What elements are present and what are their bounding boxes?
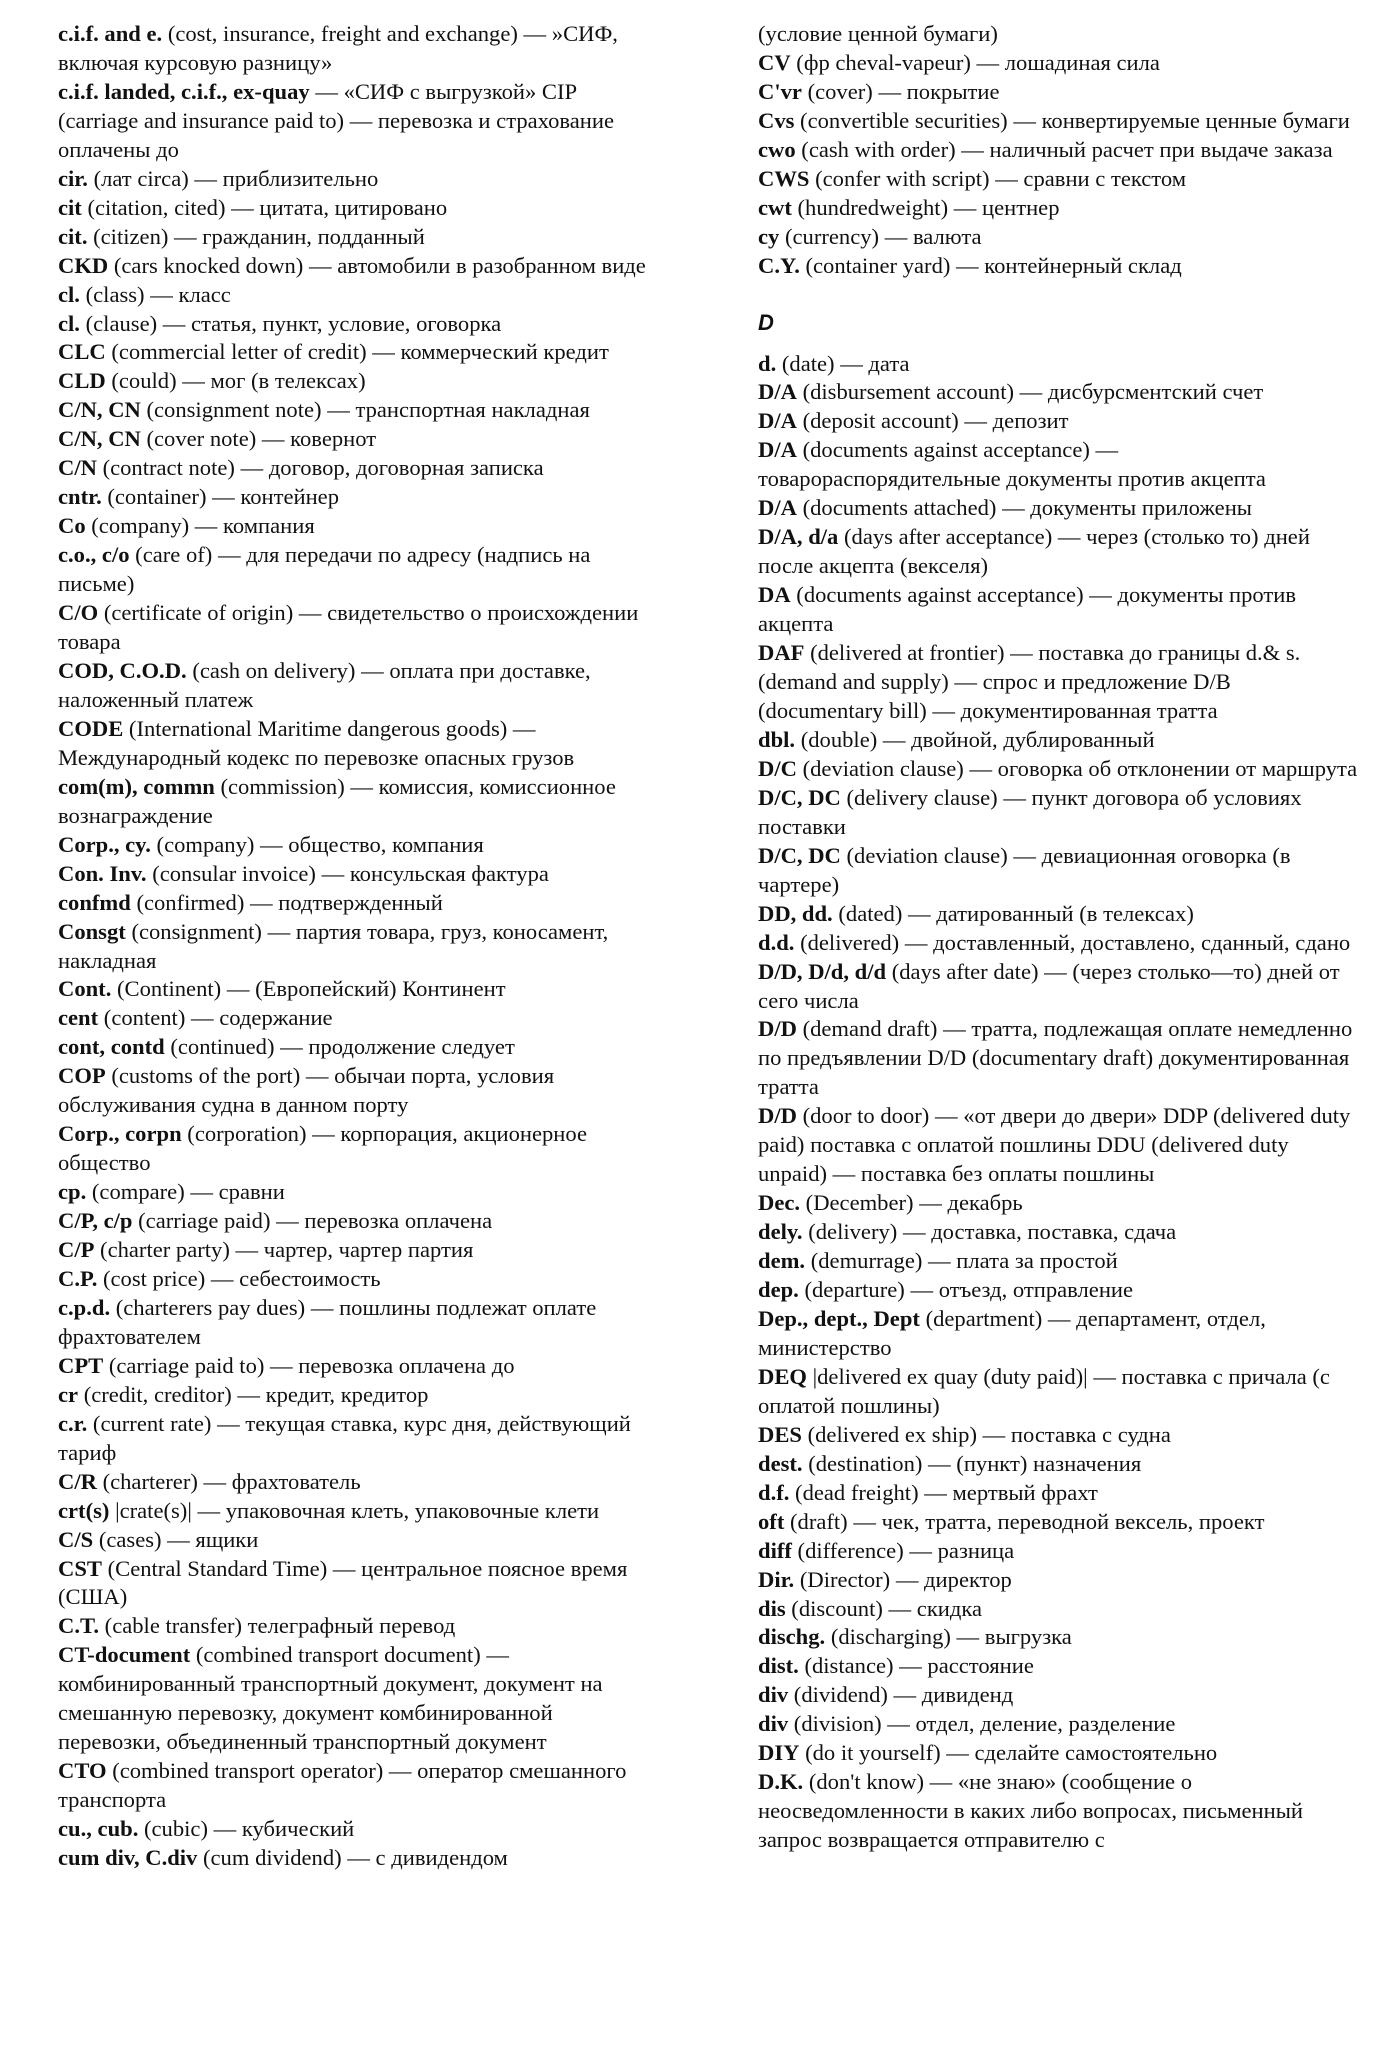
glossary-entry [58,1265,658,1294]
glossary-entry [758,1189,1358,1218]
glossary-entry [758,1623,1358,1652]
glossary-entry [758,252,1358,281]
entry-term: C'vr [758,78,802,104]
entry-term: DEQ [758,1363,807,1389]
entry-term: CKD [58,252,109,278]
glossary-entry [58,310,658,339]
glossary-entry [758,223,1358,252]
glossary-entry [58,1612,658,1641]
entry-definition: (certificate of origin) — свидетельство о происхождении товара [58,600,639,655]
glossary-entry [758,494,1358,523]
entry-definition: (citizen) — гражданин, подданный [87,223,425,249]
entry-definition: (could) — мог (в телексах) [105,368,366,394]
entry-definition: (delivery clause) — пункт договора об условиях поставки [758,784,1302,839]
glossary-entry [758,581,1358,639]
entry-term: div [758,1711,789,1737]
glossary-entry [58,223,658,252]
glossary-entry [58,1757,658,1815]
glossary-entry [58,1062,658,1120]
glossary-entry [58,918,658,976]
entry-definition: (consular invoice) — консульская фактура [146,860,549,886]
entry-definition: (date) — дата [776,350,910,376]
entry-definition: (December) — декабрь [800,1190,1023,1216]
entry-definition: (cover note) — ковернот [140,426,377,452]
glossary-entry [58,367,658,396]
entry-term: Corp., corpn [58,1121,182,1147]
entry-definition: (currency) — валюта [779,223,982,249]
entry-definition: (cubic) — кубический [138,1816,355,1842]
glossary-entry [758,726,1358,755]
glossary-entry [758,1015,1358,1102]
entry-definition: (consignment) — партия товара, груз, коносамент, накладная [58,918,609,973]
entry-term: cwo [758,136,796,162]
glossary-entry [58,1555,658,1613]
entry-term: Dec. [758,1190,801,1216]
glossary-entry [758,436,1358,494]
entry-definition: (confer with script) — сравни с текстом [809,165,1187,191]
entry-term: C/S [58,1526,94,1552]
entry-term: cl. [58,310,80,336]
entry-term: diff [758,1537,792,1563]
entry-definition: (confirmed) — подтвержденный [130,889,443,915]
glossary-entry [758,1566,1358,1595]
glossary-entry [58,657,658,715]
glossary-entry [758,49,1358,78]
entry-definition: (do it yourself) — сделайте самостоятельно [799,1740,1218,1766]
glossary-entry [58,889,658,918]
entry-definition: (current rate) — текущая ставка, курс дня, действующий тариф [58,1410,631,1465]
entry-term: CTO [58,1758,107,1784]
glossary-entry [758,1305,1358,1363]
entry-term: DAF [758,640,805,666]
entry-definition: (don't know) — «не знаю» (сообщение о неосведомленности в каких либо вопросах, письменный запрос возвращается отправителю с [758,1769,1303,1853]
entry-definition: (days after date) — (через столько—то) дней от сего числа [758,958,1340,1013]
glossary-entry [758,378,1358,407]
glossary-entry [758,107,1358,136]
entry-term: D/C, DC [758,784,841,810]
glossary-entry [58,1294,658,1352]
glossary-entry [58,454,658,483]
glossary-entry [758,1739,1358,1768]
entry-term: cntr. [58,484,102,510]
entry-term: cr [58,1381,79,1407]
section-letter-heading: D [758,309,774,335]
glossary-entry [58,1236,658,1265]
entry-term: C.Y. [758,252,800,278]
entry-definition: (dividend) — дивиденд [788,1682,1014,1708]
entry-term: c.p.d. [58,1294,111,1320]
entry-term: COP [58,1063,106,1089]
entry-definition: (delivery) — доставка, поставка, сдача [802,1219,1177,1245]
entry-definition: (dated) — датированный (в телексах) [832,900,1194,926]
glossary-entry [58,1641,658,1757]
entry-definition: (container) — контейнер [101,484,340,510]
glossary-entry [758,350,1358,379]
entry-definition: (double) — двойной, дублированный [795,726,1155,752]
entry-term: c.r. [58,1410,88,1436]
entry-definition: |delivered ex quay (duty paid)| — поставка с причала (с оплатой пошлины) [758,1363,1330,1418]
entry-term: dbl. [758,726,796,752]
entry-definition: (draft) — чек, тратта, переводной вексель, проект [784,1508,1265,1534]
entry-definition: (delivered at frontier) — поставка до границы d.& s. (demand and supply) — спрос и предложение D/B (documentary bill) — документированная тратта [758,640,1301,723]
glossary-entry [58,1497,658,1526]
entry-term: Corp., cy. [58,831,151,857]
glossary-entry [758,929,1358,958]
entry-term: d. [758,350,777,376]
entry-definition: (hundredweight) — центнер [791,194,1060,220]
entry-term: D.K. [758,1769,804,1795]
entry-term: CLC [58,339,106,365]
entry-term: CPT [58,1352,104,1378]
entry-definition: (delivered) — доставленный, доставлено, сданный, сдано [794,929,1351,955]
entry-term: Co [58,513,86,539]
entry-term: cwt [758,194,792,220]
entry-definition: (clause) — статья, пункт, условие, оговорка [79,310,502,336]
entry-definition: (combined transport operator) — оператор смешанного транспорта [58,1758,627,1813]
entry-definition: (company) — общество, компания [150,831,484,857]
entry-definition: (container yard) — контейнерный склад [799,252,1182,278]
entry-term: crt(s) [58,1497,110,1523]
glossary-entry [758,407,1358,436]
glossary-entry [758,78,1358,107]
glossary-entry [758,1102,1358,1189]
glossary-entry [758,1218,1358,1247]
entry-term: C.T. [58,1613,100,1639]
glossary-entry [58,1526,658,1555]
glossary-entry [758,1652,1358,1681]
right-column-d-entries [758,350,1358,1856]
glossary-entry [758,165,1358,194]
glossary-entry [58,831,658,860]
right-column [758,20,1358,1855]
entry-term: com(m), commn [58,773,215,799]
glossary-entry [58,1815,658,1844]
entry-definition: (discount) — скидка [785,1595,983,1621]
entry-definition: (discharging) — выгрузка [825,1624,1072,1650]
entry-term: C/R [58,1468,97,1494]
glossary-entry [58,281,658,310]
entry-term: cl. [58,281,80,307]
entry-definition: (compare) — сравни [86,1179,285,1205]
entry-definition: (department) — департамент, отдел, министерство [758,1305,1266,1360]
glossary-entry [758,1247,1358,1276]
glossary-entry [758,1595,1358,1624]
entry-term: Consgt [58,918,126,944]
entry-definition: (carriage paid to) — перевозка оплачена до [103,1352,515,1378]
entry-definition: (documents against acceptance) — документы против акцепта [758,582,1297,637]
glossary-entry [58,1178,658,1207]
entry-term: D/D, D/d, d/d [758,958,887,984]
entry-term: D/A, d/a [758,524,839,550]
entry-term: D/D [758,1103,797,1129]
entry-term: cent [58,1005,99,1031]
entry-term: D/D [758,1016,797,1042]
entry-term: cy [758,223,780,249]
entry-definition: (company) — компания [85,513,315,539]
entry-definition: (credit, creditor) — кредит, кредитор [78,1381,429,1407]
glossary-entry [758,1421,1358,1450]
entry-definition: (carriage paid) — перевозка оплачена [132,1208,493,1234]
glossary-entry [58,425,658,454]
entry-term: dely. [758,1219,803,1245]
entry-term: dest. [758,1450,803,1476]
glossary-entry [58,194,658,223]
entry-definition: (commercial letter of credit) — коммерческий кредит [105,339,609,365]
entry-term: C/N, CN [58,426,141,452]
entry-definition: (departure) — отъезд, отправление [798,1277,1134,1303]
entry-definition: (Continent) — (Европейский) Континент [111,976,506,1002]
entry-term: c.o., c/o [58,542,130,568]
entry-definition: (class) — класс [79,281,231,307]
glossary-entry [758,136,1358,165]
left-column [58,20,658,1873]
entry-definition: (charterers pay dues) — пошлины подлежат оплате фрахтователем [58,1294,597,1349]
entry-term: cit [58,194,82,220]
entry-term: Dir. [758,1566,795,1592]
glossary-entry [58,20,658,78]
entry-definition: (difference) — разница [791,1537,1015,1563]
entry-definition: (cases) — ящики [93,1526,259,1552]
glossary-entry [58,975,658,1004]
entry-term: C/P, c/p [58,1208,133,1234]
glossary-entry [58,1352,658,1381]
entry-term: CWS [758,165,810,191]
entry-definition: (фр cheval-vapeur) — лошадиная сила [790,49,1160,75]
glossary-entry [758,1479,1358,1508]
glossary-entry [58,1468,658,1497]
entry-term: DES [758,1421,802,1447]
glossary-entry [758,958,1358,1016]
entry-definition: (deposit account) — депозит [796,408,1069,434]
glossary-entry [58,78,658,165]
entry-term: DIY [758,1740,800,1766]
glossary-entry [758,523,1358,581]
entry-definition: (demurrage) — плата за простой [805,1248,1118,1274]
entry-term: C/N, CN [58,397,141,423]
entry-definition: (days after acceptance) — через (столько то) дней после акцепта (векселя) [758,524,1310,579]
entry-definition: (corporation) — корпорация, акционерное общество [58,1121,587,1176]
entry-term: COD, C.O.D. [58,657,187,683]
glossary-entry [58,860,658,889]
glossary-entry [758,1276,1358,1305]
entry-term: dischg. [758,1624,826,1650]
glossary-entry [758,900,1358,929]
entry-definition: (citation, cited) — цитата, цитировано [81,194,448,220]
entry-definition: (care of) — для передачи по адресу (надпись на письме) [58,542,591,597]
entry-term: CV [758,49,791,75]
glossary-entry [758,639,1358,726]
entry-term: D/A [758,408,797,434]
glossary-entry [758,1363,1358,1421]
entry-definition: (content) — содержание [98,1005,333,1031]
entry-term: CODE [58,715,124,741]
entry-term: DD, dd. [758,900,833,926]
entry-definition: (International Maritime dangerous goods) — Международный кодекс по перевозке опасных грузов [58,715,575,770]
entry-definition: (contract note) — договор, договорная записка [96,455,544,481]
entry-definition: (charter party) — чартер, чартер партия [94,1237,474,1263]
glossary-entry [58,1207,658,1236]
entry-definition: |crate(s)| — упаковочная клеть, упаковочные клети [109,1497,600,1523]
entry-term: oft [758,1508,785,1534]
entry-definition: (customs of the port) — обычаи порта, условия обслуживания судна в данном порту [58,1063,555,1118]
glossary-entry [758,20,1358,49]
entry-definition: (documents attached) — документы приложены [796,495,1252,521]
entry-term: C/O [58,600,99,626]
glossary-entry [58,599,658,657]
entry-term: c.i.f. landed, c.i.f., ex-quay [58,78,310,104]
entry-definition: (destination) — (пункт) назначения [802,1450,1142,1476]
entry-term: dem. [758,1248,806,1274]
entry-definition: (cover) — покрытие [801,78,1000,104]
entry-term: C/N [58,455,97,481]
glossary-entry [58,1004,658,1033]
glossary-entry [758,842,1358,900]
glossary-entry [58,512,658,541]
entry-definition: (disbursement account) — дисбурсментский счет [796,379,1264,405]
entry-definition: (charterer) — фрахтователь [96,1468,361,1494]
entry-term: cp. [58,1179,87,1205]
entry-definition: (continued) — продолжение следует [164,1034,515,1060]
glossary-entry [58,541,658,599]
entry-term: dep. [758,1277,799,1303]
glossary-entry [58,1381,658,1410]
entry-definition: (delivered ex ship) — поставка с судна [801,1421,1171,1447]
entry-definition: (cost price) — себестоимость [97,1265,381,1291]
entry-definition: (commission) — комиссия, комиссионное вознаграждение [58,773,616,828]
entry-term: cont, contd [58,1034,165,1060]
glossary-entry [758,784,1358,842]
entry-term: CLD [58,368,106,394]
entry-term: Cont. [58,976,112,1002]
glossary-entry [758,1508,1358,1537]
entry-term: cu., cub. [58,1816,139,1842]
entry-term: D/A [758,495,797,521]
glossary-entry [758,1450,1358,1479]
entry-definition: (documents against acceptance) — товарораспорядительные документы против акцепта [758,437,1266,492]
entry-definition: (cable transfer) телеграфный перевод [99,1613,456,1639]
entry-term: CST [58,1555,102,1581]
entry-term: C/P [58,1237,95,1263]
entry-definition: (convertible securities) — конвертируемые ценные бумаги [794,107,1350,133]
entry-definition: — «СИФ с выгрузкой» CIP (carriage and insurance paid to) — перевозка и страхование оплачены до [58,78,615,162]
entry-definition: (cash on delivery) — оплата при доставке, наложенный платеж [58,657,591,712]
entry-definition: (dead freight) — мертвый фрахт [789,1479,1098,1505]
entry-definition: (division) — отдел, деление, разделение [788,1711,1176,1737]
glossary-entry [58,773,658,831]
entry-term: dis [758,1595,786,1621]
glossary-entry [58,715,658,773]
entry-definition: (Central Standard Time) — центральное поясное время (США) [58,1555,628,1610]
entry-definition: (deviation clause) — оговорка об отклонении от маршрута [796,755,1358,781]
right-column-c-entries [758,20,1358,281]
entry-term: confmd [58,889,131,915]
glossary-entry [58,165,658,194]
entry-definition: (cash with order) — наличный расчет при выдаче заказа [795,136,1333,162]
entry-term: Dep., dept., Dept [758,1305,920,1331]
entry-term: cum div, C.div [58,1845,198,1871]
entry-term: cit. [58,223,88,249]
entry-definition: (combined transport document) — комбинированный транспортный документ, документ на смешанную перевозку, документ комбинированной перевозки, объединенный транспортный документ [58,1642,603,1755]
entry-term: CT-document [58,1642,191,1668]
entry-definition: (Director) — директор [794,1566,1012,1592]
glossary-entry [58,338,658,367]
entry-term: DA [758,582,791,608]
entry-definition: (cost, insurance, freight and exchange) — »СИФ, включая курсовую разницу» [58,21,618,75]
glossary-entry [58,1033,658,1062]
entry-definition: (cars knocked down) — автомобили в разобранном виде [108,252,646,278]
entry-definition: (cum dividend) — с дивидендом [197,1845,508,1871]
glossary-entry [758,1537,1358,1566]
entry-term: D/C [758,755,797,781]
entry-term: Cvs [758,107,795,133]
entry-definition: (consignment note) — транспортная накладная [140,397,590,423]
entry-definition: (demand draft) — тратта, подлежащая оплате немедленно по предъявлении D/D (documentary draft) документированная тратта [758,1016,1353,1100]
glossary-entry [58,252,658,281]
entry-term: D/A [758,437,797,463]
entry-term: cir. [58,165,88,191]
glossary-entry [758,1710,1358,1739]
entry-term: dist. [758,1653,799,1679]
glossary-entry [58,1120,658,1178]
glossary-entry [58,396,658,425]
entry-definition: (условие ценной бумаги) [758,21,998,46]
entry-term: D/C, DC [758,842,841,868]
glossary-entry [58,483,658,512]
entry-definition: (лат circa) — приблизительно [87,165,379,191]
entry-definition: (door to door) — «от двери до двери» DDP (delivered duty paid) поставка с оплатой пошлины DDU (delivered duty unpaid) — поставка без оплаты пошлины [758,1103,1351,1187]
entry-term: C.P. [58,1265,98,1291]
entry-term: c.i.f. and e. [58,21,163,46]
glossary-entry [758,755,1358,784]
glossary-entry [58,1844,658,1873]
entry-definition: (distance) — расстояние [798,1653,1034,1679]
entry-term: D/A [758,379,797,405]
glossary-entry [758,1681,1358,1710]
entry-definition: (deviation clause) — девиационная оговорка (в чартере) [758,842,1291,897]
glossary-entry [58,1410,658,1468]
entry-term: d.f. [758,1479,790,1505]
entry-term: div [758,1682,789,1708]
glossary-entry [758,1768,1358,1855]
glossary-entry [758,194,1358,223]
entry-term: d.d. [758,929,795,955]
entry-term: Con. Inv. [58,860,147,886]
